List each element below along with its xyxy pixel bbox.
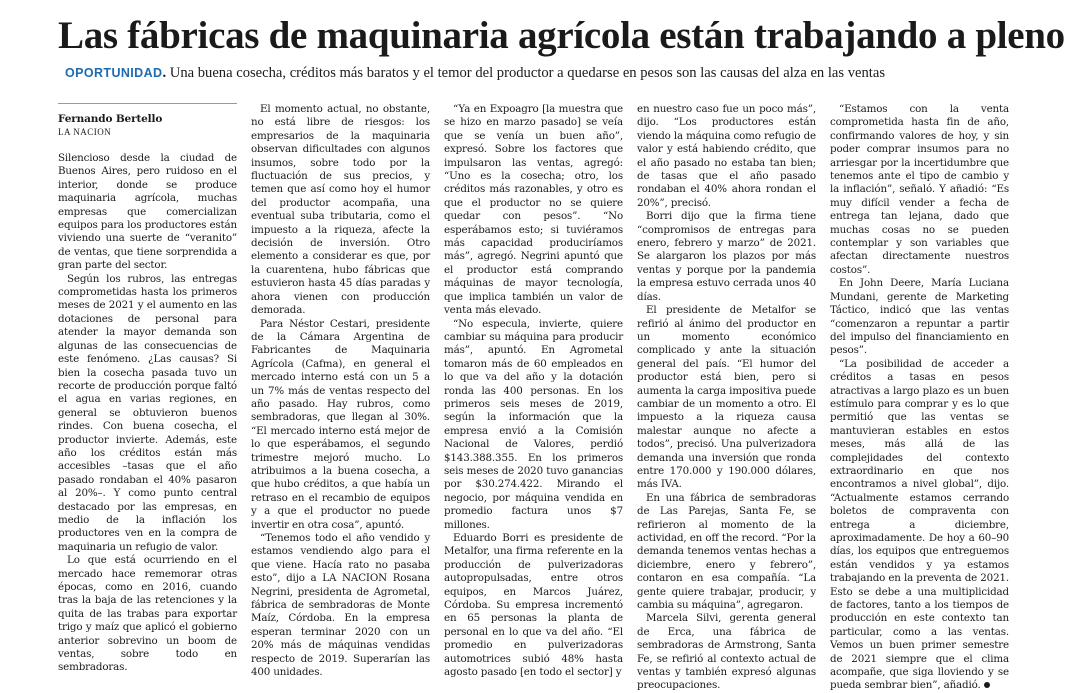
- paragraph: Marcela Silvi, gerenta general de Erca, una fábrica de sembradoras de Armstrong, Santa Fe, se refirió al contexto actual de ventas y también expresó algunas preocupaciones.: [637, 612, 816, 692]
- headline: Las fábricas de maquinaria agrícola están trabajando a pleno: [58, 14, 1065, 57]
- paragraph: “Tenemos todo el año vendido y estamos vendiendo algo para el que viene. Hacía rato no pasaba esto”, dijo a LA NACION Rosana Negrini, presidenta de Agrometal, fábrica de sembradoras de Monte Maíz, Córdoba. En la empresa esperan terminar 2020 con un 20% más de máquinas vendidas respecto de 2019. Superarían las 400 unidades.: [251, 532, 430, 679]
- paragraph: Lo que está ocurriendo en el mercado hace rememorar otras épocas, como en 2016, cuando tras la baja de las retenciones y la quita de las trabas para exportar trigo y maíz que aplicó el gobierno anterior sobrevino un boom de ventas, sobre todo en sembradoras.: [58, 554, 237, 674]
- paragraph: Según los rubros, las entregas comprometidas hasta los primeros meses de 2021 y el aumento en las dotaciones de personal para atender la mayor demanda son algunas de las consecuencias de este fenómeno. ¿Las causas? Si bien la cosecha pasada tuvo un recorte de producción porque faltó el agua en varias regiones, en general se obtuvieron buenos rindes. Con buena cosecha, el productor invierte. Además, este año los créditos están más accesibles –tasas que el año pasado rondaban el 40% pasaron al 20%–. Y como punto central destacado por las empresas, en medio de la inflación los productores ven en la compra de maquinaria un refugio de valor.: [58, 272, 237, 553]
- end-mark-icon: [984, 682, 990, 688]
- paragraph: Eduardo Borri es presidente de Metalfor, una firma referente en la producción de pulverizadoras autopropulsadas, entre otros equipos, en Marcos Juárez, Córdoba. Su empresa incrementó en 65 personas la planta de personal en lo que va del año. “El promedio en pulverizadoras automotrices subió 48% hasta agosto pasado [en todo el sector] y: [444, 532, 623, 679]
- column-1: [58, 103, 237, 674]
- kicker-tag: OPORTUNIDAD: [65, 66, 163, 80]
- paragraph-text: “La posibilidad de acceder a créditos a tasas en pesos atractivas a largo plazo es un buen estímulo para comprar y es lo que permitió que las ventas se mantuvieran estables en estos meses, más allá de las complejidades del contexto extraordinario en que nos encontramos a nivel global”, dijo. “Actualmente estamos cerrando boletos de compraventa con entrega a diciembre, aproximadamente. De hoy a 60–90 días, los equipos que entreguemos están vendidos y ya estamos trabajando en la preventa de 2021. Esto se debe a una multiplicidad de factores, tanto a los tiempos de producción en este contexto tan particular, como a las ventas. Vemos un buen primer semestre de 2021 siempre que el clima acompañe, que siga lloviendo y se pueda sembrar bien”, añadió.: [830, 357, 1009, 692]
- paragraph: Silencioso desde la ciudad de Buenos Aires, pero ruidoso en el interior, donde se produce maquinaria agrícola, muchas empresas que comercializan equipos para los productores están viviendo una suerte de “veranito” de ventas, que tiene sorprendida a gran parte del sector.: [58, 152, 237, 272]
- paragraph: “No especula, invierte, quiere cambiar su máquina para producir más”, apuntó. En Agrometal tomaron más de 60 empleados en lo que va del año y la dotación ronda las 400 personas. En los primeros seis meses de 2019, según la información que la empresa envió a la Comisión Nacional de Valores, perdió $143.388.355. En los primeros seis meses de 2020 tuvo ganancias por $30.274.422. Mirando el negocio, por máquina vendida en promedio factura unos $7 millones.: [444, 317, 623, 531]
- kicker-separator: .: [162, 65, 167, 81]
- byline-author: Fernando Bertello: [58, 113, 163, 125]
- paragraph-last: [830, 358, 1009, 693]
- paragraph: Para Néstor Cestari, presidente de la Cámara Argentina de Fabricantes de Maquinaria Agrícola (Cafma), en general el mercado interno está con un 5 a un 7% más de ventas respecto del año pasado. Hay rubros, como sembradoras, que llegan al 30%. “El mercado interno está mejor de lo que esperábamos, el segundo trimestre mejoró mucho. Lo atribuimos a la buena cosecha, a que hubo créditos, a que había un retraso en el recambio de equipos y a que el productor no puede invertir en otra cosa”, apuntó.: [251, 317, 430, 531]
- column-4: [637, 103, 816, 692]
- byline-rule: [58, 103, 237, 104]
- paragraph: “Estamos con la venta comprometida hasta fin de año, confirmando valores de hoy, y sin poder comprar insumos para no arriesgar por la incertidumbre que tenemos ante el tipo de cambio y la inflación”, señaló. Y añadió: “Es muy difícil vender a fecha de entrega tan lejana, dado que muchas cosas no se pueden contemplar y son variables que afectan directamente nuestros costos”.: [830, 103, 1009, 276]
- column-2: [251, 103, 430, 679]
- kicker: [65, 64, 1005, 82]
- paragraph: Borri dijo que la firma tiene “compromisos de entregas para enero, febrero y marzo” de 2021. Se alargaron los plazos por más ventas y porque por la pandemia la empresa estuvo cerrada unos 40 días.: [637, 210, 816, 303]
- paragraph: En una fábrica de sembradoras de Las Parejas, Santa Fe, se refirieron al momento de la actividad, en off the record. “Por la demanda tenemos ventas hechas a diciembre, enero y febrero”, contaron en esa compañía. “La gente quiere trabajar, producir, y cambia su máquina”, agregaron.: [637, 491, 816, 612]
- byline: [58, 112, 237, 138]
- paragraph: En John Deere, María Luciana Mundani, gerente de Marketing Táctico, indicó que las ventas “comenzaron a repuntar a partir del impulso del financiamiento en pesos”.: [830, 277, 1009, 357]
- column-3: [444, 103, 623, 679]
- paragraph: El momento actual, no obstante, no está libre de riesgos: los empresarios de la maquinaria observan dificultades con algunos insumos, sobre todo por la fluctuación de sus precios, y temen que así como hoy el humor del productor acompaña, una eventual suba tributaria, como el impuesto a la riqueza, afecte la decisión de inversión. Otro elemento a considerar es que, por la cuarentena, hubo fábricas que estuvieron hasta 45 días paradas y ahora vienen con producción demorada.: [251, 103, 430, 317]
- kicker-text: Una buena cosecha, créditos más baratos y el temor del productor a quedarse en pesos son las causas del alza en las ventas: [166, 65, 886, 81]
- byline-outlet: LA NACION: [58, 127, 112, 137]
- paragraph: El presidente de Metalfor se refirió al ánimo del productor en un momento económico complicado y ante la situación general del país. “El humor del productor está bien, pero si aumenta la carga impositiva puede cambiar de un momento a otro. El impuesto a la riqueza causa malestar aunque no afecte a todos”, precisó. Una pulverizadora demanda una inversión que ronda entre 170.000 y 190.000 dólares, más IVA.: [637, 304, 816, 491]
- column-5: [830, 103, 1009, 692]
- article-columns: [58, 103, 1009, 692]
- paragraph: “Ya en Expoagro [la muestra que se hizo en marzo pasado] se veía que se venía un buen año”, expresó. Sobre los factores que impulsaron las ventas, agregó: “Uno es la cosecha; otro, los créditos más razonables, y otro es que el productor no se quiere quedar con pesos”. “No esperábamos esto; si tuviéramos más capacidad produciríamos más”, agregó. Negrini apuntó que el productor está comprando máquinas de mayor tecnología, que implica también un valor de venta más elevado.: [444, 103, 623, 317]
- paragraph: en nuestro caso fue un poco más”, dijo. “Los productores están viendo la máquina como refugio de valor y está habiendo crédito, que el año pasado no estaba tan bien; de tasas que el año pasado rondaban el 40% ahora rondan el 20%”, precisó.: [637, 103, 816, 209]
